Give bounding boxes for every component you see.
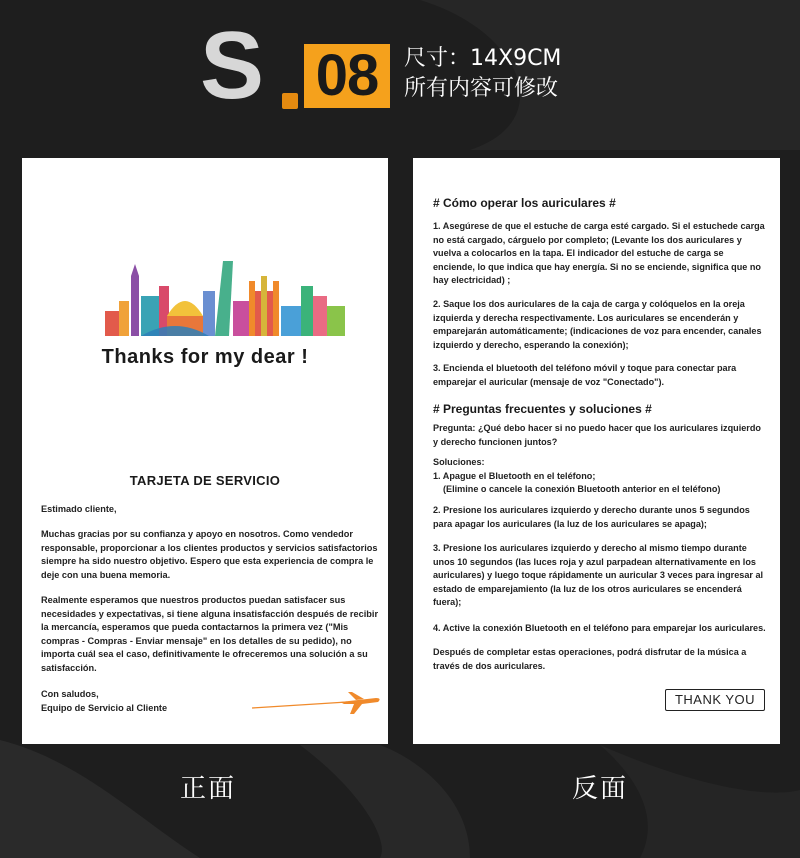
faq-heading: # Preguntas frecuentes y soluciones # bbox=[433, 402, 652, 416]
final-note: Después de completar estas operaciones, podrá disfrutar de la música a través de dos auriculares. bbox=[433, 647, 747, 671]
faq-question: Pregunta: ¿Qué debo hacer si no puedo hacer que los auriculares izquierdo y derecho funcionen juntos? bbox=[433, 423, 761, 447]
thank-you-badge: THANK YOU bbox=[665, 689, 765, 711]
front-caption: 正面 bbox=[180, 774, 237, 804]
solution-1-note: (Elimine o cancele la conexión Bluetooth anterior en el teléfono) bbox=[443, 484, 721, 494]
editable-note: 所有内容可修改 bbox=[404, 76, 559, 101]
greeting-text: Estimado cliente, bbox=[41, 504, 117, 514]
airplane-icon bbox=[252, 688, 382, 718]
operation-heading: # Cómo operar los auriculares # bbox=[433, 196, 616, 210]
series-letter: S bbox=[200, 12, 265, 119]
solutions-label: Soluciones: bbox=[433, 457, 485, 467]
service-card-title: TARJETA DE SERVICIO bbox=[129, 473, 281, 488]
card-size-text: 尺寸：14X9CM bbox=[404, 46, 562, 71]
card-front bbox=[22, 158, 388, 744]
solutions-list bbox=[433, 456, 768, 497]
signature-text: Equipo de Servicio al Cliente bbox=[41, 703, 168, 713]
series-number-badge: 08 bbox=[304, 44, 390, 108]
series-dot bbox=[282, 93, 298, 109]
solution-1: 1. Apague el Bluetooth en el teléfono; bbox=[433, 470, 596, 481]
solution-4: 4. Active la conexión Bluetooth en el teléfono para emparejar los auriculares. bbox=[433, 623, 766, 633]
card-back bbox=[413, 158, 780, 744]
operation-step-3: 3. Encienda el bluetooth del teléfono móvil y toque para conectar para emparejar el auricular (mensaje de voz "Conectado"). bbox=[433, 363, 737, 387]
city-skyline-illustration bbox=[105, 256, 345, 346]
product-header bbox=[0, 0, 800, 150]
solution-2: 2. Presione los auriculares izquierdo y derecho durante unos 5 segundos para apagar los auriculares (la luz de los auriculares se apaga); bbox=[433, 505, 750, 529]
closing-text: Con saludos, bbox=[41, 689, 99, 699]
thanks-paragraph: Muchas gracias por su confianza y apoyo en nosotros. Como vendedor responsable, proporcionar a los clientes productos y servicios satisfactorios siempre ha sido nuestro objetivo. Espero que esta experiencia de compra le deje con una buena memoria. bbox=[41, 529, 378, 580]
back-caption: 反面 bbox=[572, 774, 629, 804]
support-paragraph: Realmente esperamos que nuestros productos puedan satisfacer sus necesidades y expectativas, si tiene alguna insatisfacción después de recibir la mercancía, esperamos que pueda contactarnos la primera vez ("Mis compras - Compras - Enviar mensaje" en los detalles de su pedido), no importa cuál sea el caso, definitivamente le ofreceremos una solución a su satisfacción. bbox=[41, 595, 379, 673]
solution-3: 3. Presione los auriculares izquierdo y derecho al mismo tiempo durante unos 10 segundos (las luces roja y azul parpadean alternativamente en los auriculares) y luego toque rápidamente un auricular 3 veces para ingresar al estado de emparejamiento (la luz de los otros auriculares se encenderá fuera); bbox=[433, 543, 764, 607]
operation-step-1: 1. Asegúrese de que el estuche de carga esté cargado. Si el estuchede carga no está cargado, cárguelo por completo; (Levante los dos auriculares y vuelva a colocarlos en la tapa. El indicador del estuche de carga se enciende, lo que indica que hay energía. Si no se enciende, significa que no hay electricidad) ; bbox=[433, 221, 765, 285]
thanks-heading: Thanks for my dear ! bbox=[101, 346, 309, 368]
operation-step-2: 2. Saque los dos auriculares de la caja de carga y colóquelos en la oreja izquierda y derecha respectivamente. Los auriculares se encenderán y emparejarán automáticamente; (indicaciones de voz para encender, canales izquierdo y derecho, esperando la conexión); bbox=[433, 299, 762, 350]
